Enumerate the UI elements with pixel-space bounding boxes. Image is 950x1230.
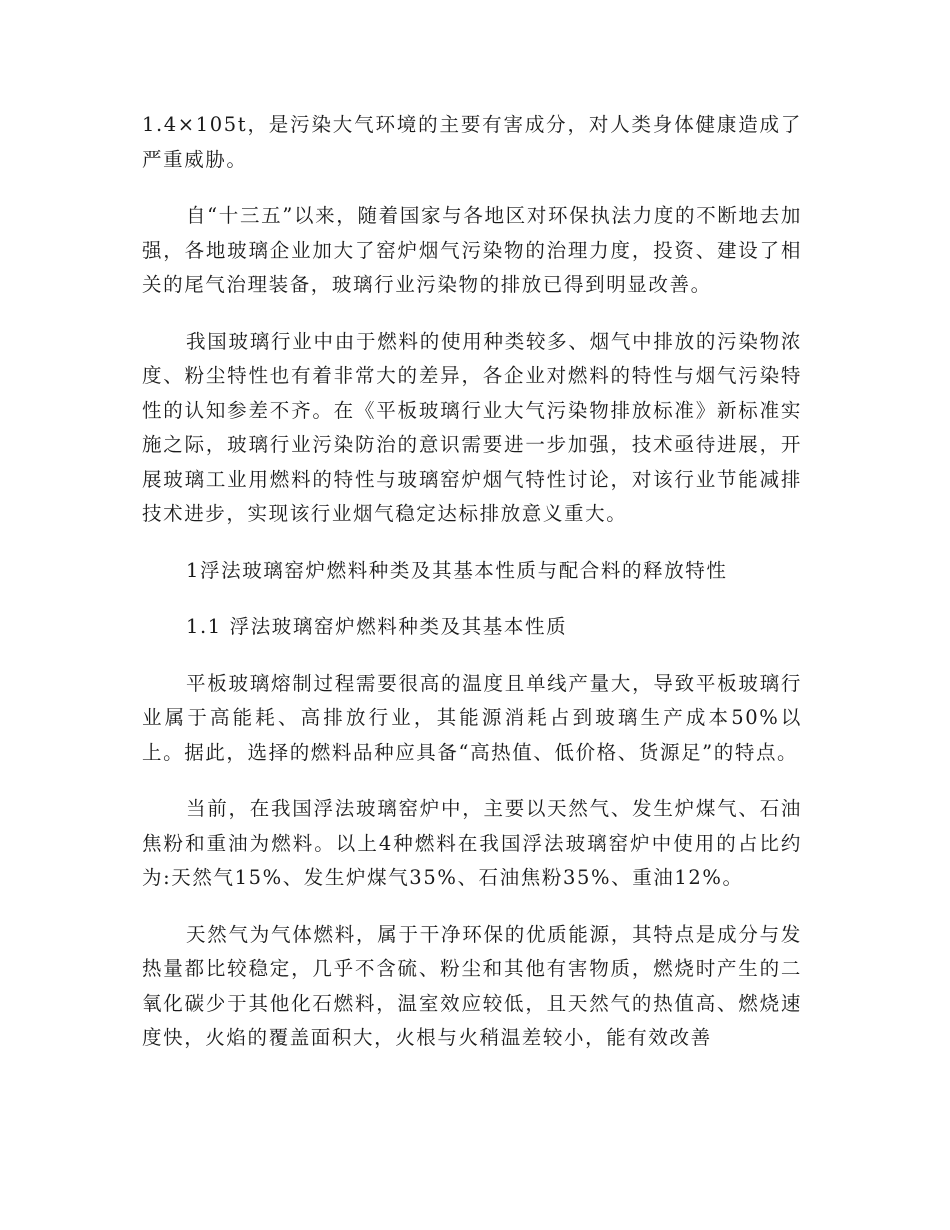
paragraph-industry-fuel-differences: 我国玻璃行业中由于燃料的使用种类较多、烟气中排放的污染物浓度、粉尘特性也有着非常大的差异，各企业对燃料的特性与烟气污染特性的认知参差不齐。在《平板玻璃行业大气污染物排放标准》新标准实施之际，玻璃行业污染防治的意识需要进一步加强，技术亟待进展，开展玻璃工业用燃料的特性与玻璃窑炉烟气特性讨论，对该行业节能减排技术进步，实现该行业烟气稳定达标排放意义重大。 xyxy=(142,329,802,525)
paragraph-intro-continued: 1.4×105t，是污染大气环境的主要有害成分，对人类身体健康造成了严重威胁。 xyxy=(142,113,802,171)
paragraph-fuel-shares: 当前，在我国浮法玻璃窑炉中，主要以天然气、发生炉煤气、石油焦粉和重油为燃料。以上4种燃料在我国浮法玻璃窑炉中使用的占比约为:天然气15%、发生炉煤气35%、石油焦粉35%、重油12%。 xyxy=(142,797,802,889)
subsection-heading: 1.1 浮法玻璃窑炉燃料种类及其基本性质 xyxy=(186,615,568,638)
paragraph-flat-glass-energy: 平板玻璃熔制过程需要很高的温度且单线产量大，导致平板玻璃行业属于高能耗、高排放行业，其能源消耗占到玻璃生产成本50%以上。据此，选择的燃料品种应具备“高热值、低价格、货源足”的特点。 xyxy=(142,671,802,764)
section-heading: 1浮法玻璃窑炉燃料种类及其基本性质与配合料的释放特性 xyxy=(186,558,728,582)
paragraph-thirteenth-five-year-plan: 自“十三五”以来，随着国家与各地区对环保执法力度的不断地去加强，各地玻璃企业加大了窑炉烟气污染物的治理力度，投资、建设了相关的尾气治理装备，玻璃行业污染物的排放已得到明显改善。 xyxy=(142,204,802,296)
document-body xyxy=(142,108,802,1078)
paragraph-natural-gas: 天然气为气体燃料，属于干净环保的优质能源，其特点是成分与发热量都比较稳定，几乎不含硫、粉尘和其他有害物质，燃烧时产生的二氧化碳少于其他化石燃料，温室效应较低，且天然气的热值高、燃烧速度快，火焰的覆盖面积大，火根与火稍温差较小，能有效改善 xyxy=(142,922,802,1049)
